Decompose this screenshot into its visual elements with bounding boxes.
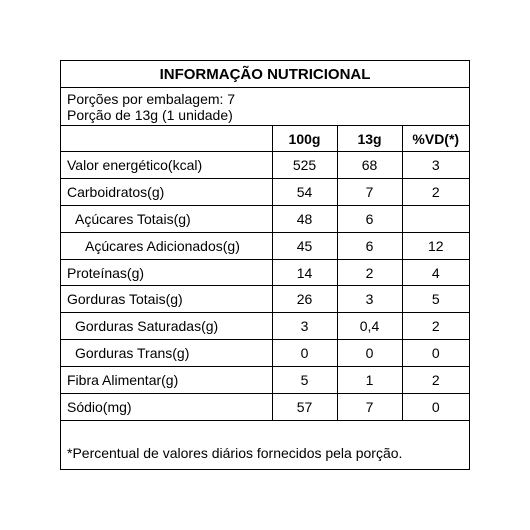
value-100g: 26 <box>272 286 337 313</box>
nutrition-facts-label <box>60 60 470 470</box>
header-portion: 13g <box>337 126 402 152</box>
nutrient-name: Açúcares Totais(g) <box>61 205 272 232</box>
table-row <box>61 259 469 286</box>
table-row <box>61 286 469 313</box>
value-100g: 45 <box>272 232 337 259</box>
value-daily-percent: 0 <box>402 394 469 421</box>
value-daily-percent: 0 <box>402 340 469 367</box>
nutrient-name: Carboidratos(g) <box>61 178 272 205</box>
value-daily-percent: 3 <box>402 152 469 179</box>
value-daily-percent: 2 <box>402 367 469 394</box>
value-portion: 0,4 <box>337 313 402 340</box>
table-row <box>61 340 469 367</box>
value-portion: 6 <box>337 205 402 232</box>
value-portion: 68 <box>337 152 402 179</box>
value-100g: 48 <box>272 205 337 232</box>
portions-info <box>61 88 469 126</box>
nutrient-name: Proteínas(g) <box>61 259 272 286</box>
nutrients-table <box>61 125 469 421</box>
table-row <box>61 367 469 394</box>
value-daily-percent: 12 <box>402 232 469 259</box>
table-header-row <box>61 126 469 152</box>
table-row <box>61 205 469 232</box>
value-100g: 57 <box>272 394 337 421</box>
label-title: INFORMAÇÃO NUTRICIONAL <box>61 61 469 88</box>
nutrient-name: Fibra Alimentar(g) <box>61 367 272 394</box>
value-100g: 14 <box>272 259 337 286</box>
nutrient-name: Sódio(mg) <box>61 394 272 421</box>
table-row <box>61 232 469 259</box>
value-daily-percent <box>402 205 469 232</box>
table-row <box>61 394 469 421</box>
value-portion: 2 <box>337 259 402 286</box>
value-daily-percent: 5 <box>402 286 469 313</box>
value-100g: 525 <box>272 152 337 179</box>
value-100g: 54 <box>272 178 337 205</box>
footnote: *Percentual de valores diários fornecidos pela porção. <box>67 445 403 461</box>
servings-per-package: Porções por embalagem: 7 <box>67 91 236 107</box>
nutrient-name: Gorduras Trans(g) <box>61 340 272 367</box>
table-row <box>61 152 469 179</box>
nutrient-name: Gorduras Saturadas(g) <box>61 313 272 340</box>
value-portion: 7 <box>337 394 402 421</box>
value-portion: 6 <box>337 232 402 259</box>
table-row <box>61 178 469 205</box>
value-portion: 1 <box>337 367 402 394</box>
value-100g: 0 <box>272 340 337 367</box>
value-portion: 0 <box>337 340 402 367</box>
value-daily-percent: 2 <box>402 178 469 205</box>
value-portion: 7 <box>337 178 402 205</box>
value-100g: 3 <box>272 313 337 340</box>
value-daily-percent: 4 <box>402 259 469 286</box>
header-nutrient <box>61 126 272 152</box>
value-portion: 3 <box>337 286 402 313</box>
table-row <box>61 313 469 340</box>
nutrient-name: Gorduras Totais(g) <box>61 286 272 313</box>
nutrient-name: Valor energético(kcal) <box>61 152 272 179</box>
serving-size: Porção de 13g (1 unidade) <box>67 107 233 123</box>
value-daily-percent: 2 <box>402 313 469 340</box>
value-100g: 5 <box>272 367 337 394</box>
header-daily-value: %VD(*) <box>402 126 469 152</box>
header-100g: 100g <box>272 126 337 152</box>
nutrient-name: Açúcares Adicionados(g) <box>61 232 272 259</box>
